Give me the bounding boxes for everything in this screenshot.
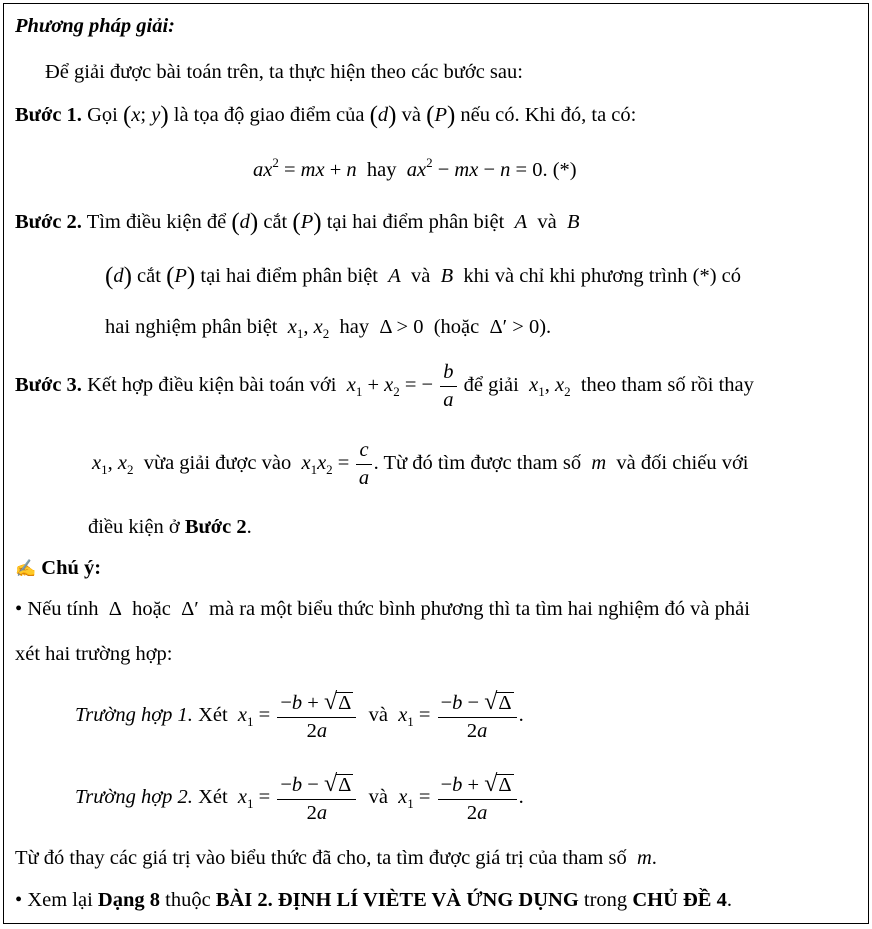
- bullet: •: [15, 598, 23, 620]
- root-formula-minus: $\frac{-b - √\Delta}{2a}$: [438, 690, 517, 743]
- note-paragraph-1: • Nếu tính Δ hoặc Δ′ mà ra một biểu thức bình phương thì ta tìm hai nghiệm đó và phải: [15, 598, 750, 620]
- step-1-line-1: Bước 1. Gọi (x; y) là tọa độ giao điểm của (d) và (P) nếu có. Khi đó, ta có:: [15, 102, 637, 129]
- step-2-line-2: (d) cắt (P) tại hai điểm phân biệt A và B khi và chỉ khi phương trình (*) có: [105, 263, 742, 290]
- step-2-line-3: hai nghiệm phân biệt $x_1$, $x_2$ hay Δ > 0 (hoặc Δ′ > 0).: [105, 316, 552, 341]
- step-1-label: Bước 1.: [15, 104, 82, 126]
- bullet: •: [15, 889, 23, 911]
- case-1: Trường hợp 1. Xét $x_1$ = $\frac{-b + √\Delta}{2a}$ và $x_1$ = $\frac{-b - √\Delta}{2a}$ .: [75, 689, 524, 743]
- note-paragraph-1-cont: xét hai trường hợp:: [15, 643, 173, 665]
- case-2: Trường hợp 2. Xét $x_1$ = $\frac{-b - √\Delta}{2a}$ và $x_1$ = $\frac{-b + √\Delta}{2a}$ .: [75, 771, 524, 825]
- fraction-minus-b-over-a: $\frac{b}{a}$: [440, 362, 456, 411]
- step-3-line-1: Bước 3. Kết hợp điều kiện bài toán với $x_1 + x_2$ = − $\frac{b}{a}$ để giải $x_1$, $x_2$ theo tham số rồi thay: [15, 361, 754, 411]
- step-2-line-1: Bước 2. Tìm điều kiện để (d) cắt (P) tại hai điểm phân biệt A và B: [15, 209, 580, 236]
- step-3-label: Bước 3.: [15, 374, 82, 397]
- step-2-label: Bước 2.: [15, 211, 82, 233]
- section-heading: Phương pháp giải:: [15, 15, 175, 37]
- intro-text: Để giải được bài toán trên, ta thực hiện theo các bước sau:: [45, 61, 523, 83]
- see-also: • Xem lại Dạng 8 thuộc BÀI 2. ĐỊNH LÍ VIÈTE VÀ ỨNG DỤNG trong CHỦ ĐỀ 4.: [15, 889, 732, 911]
- step-3-line-2: $x_1$, $x_2$ vừa giải được vào $x_1x_2$ = $\frac{c}{a}$ . Từ đó tìm được tham số m và đối chiếu với: [92, 439, 749, 489]
- step-1-equation: $ax^2$ = mx + n hay $ax^2$ − mx − n = 0. (*): [253, 155, 577, 181]
- note-heading: ✍ Chú ý:: [15, 557, 102, 579]
- fraction-c-over-a: $\frac{c}{a}$: [356, 440, 371, 489]
- root-formula-minus: $\frac{-b - √\Delta}{2a}$: [277, 772, 356, 825]
- step-3-line-3: điều kiện ở Bước 2.: [88, 516, 252, 538]
- conclusion-text: Từ đó thay các giá trị vào biểu thức đã cho, ta tìm được giá trị của tham số m.: [15, 847, 657, 869]
- pen-writing-icon: ✍: [15, 559, 37, 578]
- root-formula-plus: $\frac{-b + √\Delta}{2a}$: [277, 690, 356, 743]
- root-formula-plus: $\frac{-b + √\Delta}{2a}$: [438, 772, 517, 825]
